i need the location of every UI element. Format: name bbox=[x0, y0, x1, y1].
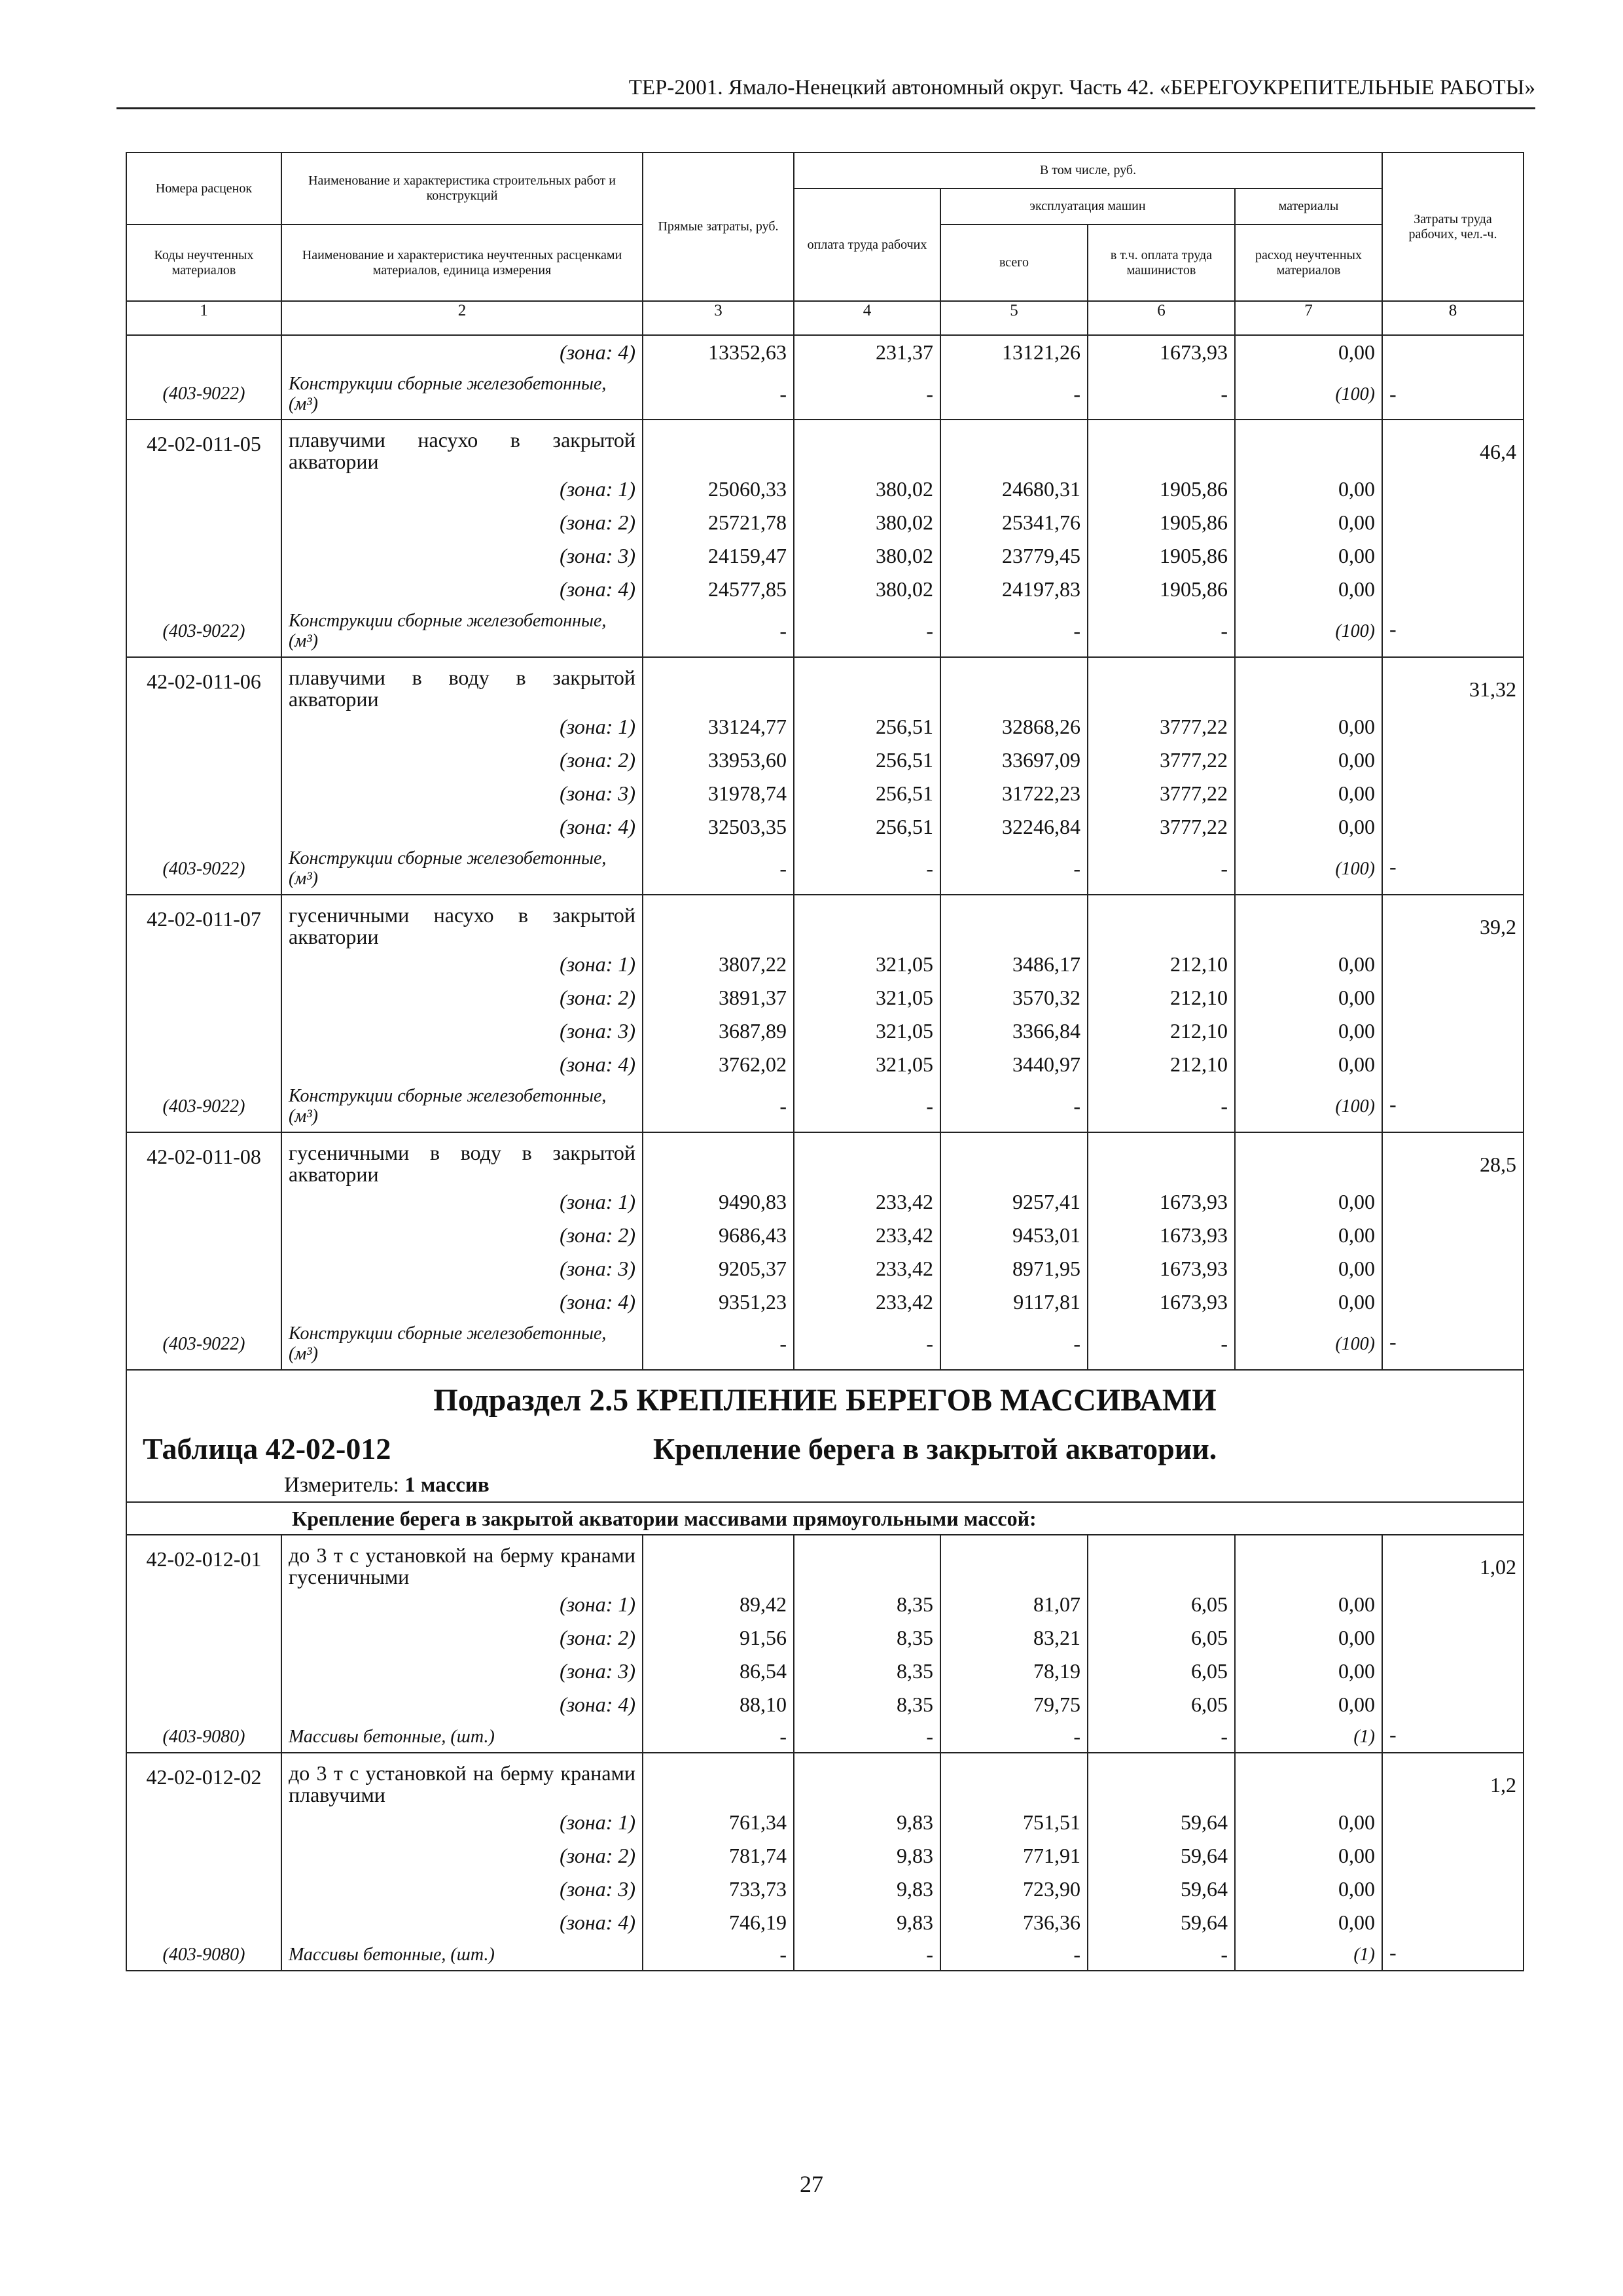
machinist-pay-value: 3777,22 bbox=[1160, 815, 1228, 838]
dash-value: - bbox=[926, 1724, 933, 1748]
materials-value: 0,00 bbox=[1338, 748, 1375, 772]
direct-cost-value: 89,42 bbox=[740, 1592, 787, 1616]
work-title: гусеничными в воду в закрытой акватории bbox=[289, 1141, 635, 1186]
work-title: до 3 т с установкой на берму кранами гусеничными bbox=[289, 1543, 635, 1588]
rates-table bbox=[126, 152, 1524, 1971]
labor-pay-value: 321,05 bbox=[876, 952, 933, 976]
labor-pay-value: 9,83 bbox=[897, 1810, 933, 1834]
machine-total-value: 24680,31 bbox=[1002, 477, 1080, 501]
material-code: (403-9080) bbox=[162, 1727, 245, 1747]
entries-block-b bbox=[126, 1535, 1524, 1971]
col-number-5: 5 bbox=[940, 301, 1088, 335]
machine-total-value: 3366,84 bbox=[1012, 1019, 1080, 1043]
machinist-pay-value: 6,05 bbox=[1191, 1659, 1228, 1683]
machine-total-value: 771,91 bbox=[1023, 1844, 1080, 1867]
rate-entry-row bbox=[126, 1535, 1524, 1753]
labor-pay-value: 9,83 bbox=[897, 1844, 933, 1867]
dash-value: - bbox=[1221, 619, 1228, 643]
direct-cost-value: 781,74 bbox=[729, 1844, 787, 1867]
dash-value: - bbox=[1221, 1942, 1228, 1966]
col-number-7: 7 bbox=[1235, 301, 1382, 335]
direct-cost-value: 32503,35 bbox=[708, 815, 787, 838]
labor-cost-value: 39,2 bbox=[1480, 915, 1516, 939]
dash-value: - bbox=[1221, 1331, 1228, 1355]
direct-cost-value: 25721,78 bbox=[708, 511, 787, 534]
col-number-1: 1 bbox=[126, 301, 281, 335]
labor-cost-value: 1,02 bbox=[1480, 1555, 1516, 1579]
zone-label: (зона: 4) bbox=[560, 815, 635, 838]
machine-total-value: 13121,26 bbox=[1002, 340, 1080, 364]
work-title: плавучими насухо в закрытой акватории bbox=[289, 428, 635, 473]
header-machine-total: всего bbox=[940, 224, 1088, 301]
materials-value: 0,00 bbox=[1338, 511, 1375, 534]
materials-value: 0,00 bbox=[1338, 986, 1375, 1009]
rate-code: 42-02-012-02 bbox=[146, 1765, 262, 1789]
dash-value: - bbox=[1073, 619, 1080, 643]
materials-value: 0,00 bbox=[1338, 1290, 1375, 1314]
machinist-pay-value: 212,10 bbox=[1170, 1019, 1228, 1043]
machinist-pay-value: 1673,93 bbox=[1160, 340, 1228, 364]
material-name: Конструкции сборные железобетонные, (м³) bbox=[289, 611, 607, 651]
dash-value: - bbox=[1389, 1092, 1397, 1116]
direct-cost-value: 9205,37 bbox=[719, 1257, 787, 1280]
zone-label: (зона: 1) bbox=[560, 715, 635, 738]
dash-value: - bbox=[926, 856, 933, 880]
materials-value: 0,00 bbox=[1338, 477, 1375, 501]
zone-label: (зона: 3) bbox=[560, 781, 635, 805]
table-number: Таблица 42-02-012 bbox=[143, 1431, 391, 1465]
zone-label: (зона: 4) bbox=[560, 577, 635, 601]
material-quantity: (1) bbox=[1353, 1944, 1375, 1965]
direct-cost-value: 88,10 bbox=[740, 1693, 787, 1716]
work-title: до 3 т с установкой на берму кранами плавучими bbox=[289, 1761, 635, 1806]
labor-pay-value: 8,35 bbox=[897, 1659, 933, 1683]
machine-total-value: 3570,32 bbox=[1012, 986, 1080, 1009]
col-number-2: 2 bbox=[281, 301, 643, 335]
material-name: Конструкции сборные железобетонные, (м³) bbox=[289, 374, 607, 414]
material-name: Массивы бетонные, (шт.) bbox=[289, 1726, 495, 1747]
labor-pay-value: 321,05 bbox=[876, 1019, 933, 1043]
dash-value: - bbox=[926, 1331, 933, 1355]
materials-value: 0,00 bbox=[1338, 715, 1375, 738]
materials-value: 0,00 bbox=[1338, 1693, 1375, 1716]
zone-label: (зона: 3) bbox=[560, 1659, 635, 1683]
machinist-pay-value: 1905,86 bbox=[1160, 577, 1228, 601]
materials-value: 0,00 bbox=[1338, 1877, 1375, 1901]
table-caption bbox=[127, 1427, 1523, 1470]
measure-value: 1 массив bbox=[404, 1473, 490, 1497]
dash-value: - bbox=[1221, 382, 1228, 406]
labor-pay-value: 380,02 bbox=[876, 477, 933, 501]
dash-value: - bbox=[926, 1942, 933, 1966]
rate-code: 42-02-011-07 bbox=[147, 907, 261, 931]
labor-pay-value: 8,35 bbox=[897, 1693, 933, 1716]
dash-value: - bbox=[1389, 617, 1397, 641]
dash-value: - bbox=[1389, 1329, 1397, 1354]
dash-value: - bbox=[779, 1724, 787, 1748]
machinist-pay-value: 59,64 bbox=[1181, 1910, 1228, 1934]
labor-pay-value: 8,35 bbox=[897, 1626, 933, 1649]
labor-pay-value: 8,35 bbox=[897, 1592, 933, 1616]
labor-pay-value: 256,51 bbox=[876, 748, 933, 772]
machine-total-value: 9257,41 bbox=[1012, 1190, 1080, 1213]
zone-label: (зона: 2) bbox=[560, 1844, 635, 1867]
machinist-pay-value: 3777,22 bbox=[1160, 748, 1228, 772]
machinist-pay-value: 1673,93 bbox=[1160, 1190, 1228, 1213]
dash-value: - bbox=[1073, 1331, 1080, 1355]
rate-code: 42-02-011-06 bbox=[147, 670, 261, 693]
dash-value: - bbox=[1221, 856, 1228, 880]
dash-value: - bbox=[779, 382, 787, 406]
header-machinist-pay: в т.ч. оплата труда машинистов bbox=[1088, 224, 1235, 301]
labor-cost-value: 46,4 bbox=[1480, 440, 1516, 463]
col-number-4: 4 bbox=[794, 301, 940, 335]
direct-cost-value: 25060,33 bbox=[708, 477, 787, 501]
materials-value: 0,00 bbox=[1338, 1019, 1375, 1043]
rate-code: 42-02-011-05 bbox=[147, 432, 261, 456]
header-material-codes: Коды неучтенных материалов bbox=[126, 224, 281, 301]
direct-cost-value: 3891,37 bbox=[719, 986, 787, 1009]
material-quantity: (1) bbox=[1353, 1726, 1375, 1747]
machine-total-value: 79,75 bbox=[1033, 1693, 1080, 1716]
labor-pay-value: 256,51 bbox=[876, 715, 933, 738]
zone-label: (зона: 4) bbox=[560, 1910, 635, 1934]
running-head: ТЕР-2001. Ямало-Ненецкий автономный округ. Часть 42. «БЕРЕГОУКРЕПИТЕЛЬНЫЕ РАБОТЫ» bbox=[116, 71, 1535, 109]
direct-cost-value: 761,34 bbox=[729, 1810, 787, 1834]
zone-label: (зона: 1) bbox=[560, 477, 635, 501]
dash-value: - bbox=[1073, 382, 1080, 406]
machine-total-value: 3486,17 bbox=[1012, 952, 1080, 976]
labor-pay-value: 233,42 bbox=[876, 1257, 933, 1280]
direct-cost-value: 86,54 bbox=[740, 1659, 787, 1683]
dash-value: - bbox=[1073, 856, 1080, 880]
machine-total-value: 751,51 bbox=[1023, 1810, 1080, 1834]
group-title: Крепление берега в закрытой акватории массивами прямоугольными массой: bbox=[292, 1507, 1037, 1530]
material-name: Конструкции сборные железобетонные, (м³) bbox=[289, 1323, 607, 1364]
material-code: (403-9022) bbox=[162, 859, 245, 879]
dash-value: - bbox=[779, 1094, 787, 1118]
zone-label: (зона: 2) bbox=[560, 1626, 635, 1649]
zone-label: (зона: 2) bbox=[560, 511, 635, 534]
machine-total-value: 32246,84 bbox=[1002, 815, 1080, 838]
machine-total-value: 9117,81 bbox=[1013, 1290, 1080, 1314]
machinist-pay-value: 1673,93 bbox=[1160, 1257, 1228, 1280]
dash-value: - bbox=[1073, 1094, 1080, 1118]
col-number-8: 8 bbox=[1382, 301, 1524, 335]
header-unaccounted-materials: расход неучтенных материалов bbox=[1235, 224, 1382, 301]
col-number-6: 6 bbox=[1088, 301, 1235, 335]
rate-entry-row bbox=[126, 895, 1524, 1132]
carry-over-row bbox=[126, 335, 1524, 420]
labor-pay-value: 9,83 bbox=[897, 1877, 933, 1901]
materials-value: 0,00 bbox=[1338, 1659, 1375, 1683]
zone-label: (зона: 1) bbox=[560, 952, 635, 976]
material-quantity: (100) bbox=[1335, 1096, 1375, 1117]
zone-label: (зона: 2) bbox=[560, 986, 635, 1009]
material-name: Массивы бетонные, (шт.) bbox=[289, 1944, 495, 1965]
machine-total-value: 25341,76 bbox=[1002, 511, 1080, 534]
rate-entry-row bbox=[126, 420, 1524, 657]
material-code: (403-9022) bbox=[162, 384, 245, 404]
header-work-name: Наименование и характеристика строительных работ и конструкций bbox=[281, 152, 643, 224]
entries-block-a bbox=[126, 420, 1524, 1370]
dash-value: - bbox=[779, 1942, 787, 1966]
zone-label: (зона: 2) bbox=[560, 748, 635, 772]
col-number-3: 3 bbox=[643, 301, 794, 335]
measure-line bbox=[127, 1470, 1523, 1501]
dash-value: - bbox=[779, 1331, 787, 1355]
material-quantity: (100) bbox=[1335, 858, 1375, 879]
zone-label: (зона: 3) bbox=[560, 1877, 635, 1901]
dash-value: - bbox=[1221, 1724, 1228, 1748]
machine-total-value: 24197,83 bbox=[1002, 577, 1080, 601]
header-labor-costs: Затраты труда рабочих, чел.-ч. bbox=[1382, 152, 1524, 301]
dash-value: - bbox=[779, 619, 787, 643]
materials-value: 0,00 bbox=[1338, 577, 1375, 601]
machinist-pay-value: 1905,86 bbox=[1160, 511, 1228, 534]
dash-value: - bbox=[1073, 1724, 1080, 1748]
machine-total-value: 723,90 bbox=[1023, 1877, 1080, 1901]
dash-value: - bbox=[926, 1094, 933, 1118]
measure-label: Измеритель: bbox=[284, 1473, 399, 1497]
machine-total-value: 32868,26 bbox=[1002, 715, 1080, 738]
header-rate-number: Номера расценок bbox=[126, 152, 281, 224]
materials-value: 0,00 bbox=[1338, 340, 1375, 364]
direct-cost-value: 33124,77 bbox=[708, 715, 787, 738]
direct-cost-value: 9490,83 bbox=[719, 1190, 787, 1213]
labor-pay-value: 233,42 bbox=[876, 1190, 933, 1213]
machinist-pay-value: 1905,86 bbox=[1160, 477, 1228, 501]
materials-value: 0,00 bbox=[1338, 1910, 1375, 1934]
machinist-pay-value: 6,05 bbox=[1191, 1693, 1228, 1716]
direct-cost-value: 746,19 bbox=[729, 1910, 787, 1934]
machine-total-value: 736,36 bbox=[1023, 1910, 1080, 1934]
machinist-pay-value: 212,10 bbox=[1170, 1052, 1228, 1076]
dash-value: - bbox=[926, 382, 933, 406]
machinist-pay-value: 1673,93 bbox=[1160, 1290, 1228, 1314]
material-code: (403-9022) bbox=[162, 1334, 245, 1354]
labor-pay-value: 380,02 bbox=[876, 511, 933, 534]
header-direct-costs: Прямые затраты, руб. bbox=[643, 152, 794, 301]
table-title: Крепление берега в закрытой акватории. bbox=[653, 1431, 1217, 1465]
machinist-pay-value: 3777,22 bbox=[1160, 781, 1228, 805]
labor-cost-value: 28,5 bbox=[1480, 1153, 1516, 1176]
machinist-pay-value: 59,64 bbox=[1181, 1877, 1228, 1901]
materials-value: 0,00 bbox=[1338, 781, 1375, 805]
dash-value: - bbox=[1073, 1942, 1080, 1966]
labor-pay-value: 321,05 bbox=[876, 1052, 933, 1076]
machine-total-value: 33697,09 bbox=[1002, 748, 1080, 772]
material-code: (403-9022) bbox=[162, 1096, 245, 1117]
machinist-pay-value: 3777,22 bbox=[1160, 715, 1228, 738]
materials-value: 0,00 bbox=[1338, 815, 1375, 838]
machinist-pay-value: 6,05 bbox=[1191, 1592, 1228, 1616]
machine-total-value: 31722,23 bbox=[1002, 781, 1080, 805]
materials-value: 0,00 bbox=[1338, 1810, 1375, 1834]
direct-cost-value: 33953,60 bbox=[708, 748, 787, 772]
labor-pay-value: 256,51 bbox=[876, 781, 933, 805]
direct-cost-value: 3687,89 bbox=[719, 1019, 787, 1043]
rate-entry-row bbox=[126, 1132, 1524, 1370]
materials-value: 0,00 bbox=[1338, 1592, 1375, 1616]
direct-cost-value: 3807,22 bbox=[719, 952, 787, 976]
labor-pay-value: 380,02 bbox=[876, 577, 933, 601]
machine-total-value: 78,19 bbox=[1033, 1659, 1080, 1683]
header-labor-pay: оплата труда рабочих bbox=[794, 188, 940, 301]
material-quantity: (100) bbox=[1335, 1333, 1375, 1354]
group-row bbox=[126, 1502, 1524, 1535]
dash-value: - bbox=[1389, 1722, 1397, 1746]
labor-pay-value: 380,02 bbox=[876, 544, 933, 567]
material-name: Конструкции сборные железобетонные, (м³) bbox=[289, 1086, 607, 1126]
direct-cost-value: 733,73 bbox=[729, 1877, 787, 1901]
direct-cost-value: 91,56 bbox=[740, 1626, 787, 1649]
materials-value: 0,00 bbox=[1338, 1257, 1375, 1280]
header-materials: материалы bbox=[1235, 188, 1382, 224]
materials-value: 0,00 bbox=[1338, 1052, 1375, 1076]
labor-cost-value: 31,32 bbox=[1469, 677, 1516, 701]
material-quantity: (100) bbox=[1335, 620, 1375, 641]
machinist-pay-value: 59,64 bbox=[1181, 1844, 1228, 1867]
machinist-pay-value: 212,10 bbox=[1170, 952, 1228, 976]
zone-label: (зона: 2) bbox=[560, 1223, 635, 1247]
rate-entry-row bbox=[126, 1753, 1524, 1971]
machine-total-value: 83,21 bbox=[1033, 1626, 1080, 1649]
header-machine-operation: эксплуатация машин bbox=[940, 188, 1235, 224]
page-number: 27 bbox=[800, 2171, 823, 2197]
machinist-pay-value: 59,64 bbox=[1181, 1810, 1228, 1834]
work-title: плавучими в воду в закрытой акватории bbox=[289, 666, 635, 711]
labor-pay-value: 9,83 bbox=[897, 1910, 933, 1934]
materials-value: 0,00 bbox=[1338, 1626, 1375, 1649]
machinist-pay-value: 6,05 bbox=[1191, 1626, 1228, 1649]
material-quantity: (100) bbox=[1335, 384, 1375, 404]
labor-pay-value: 256,51 bbox=[876, 815, 933, 838]
header-including: В том числе, руб. bbox=[794, 152, 1382, 188]
labor-pay-value: 233,42 bbox=[876, 1290, 933, 1314]
labor-pay-value: 321,05 bbox=[876, 986, 933, 1009]
zone-label: (зона: 3) bbox=[560, 1257, 635, 1280]
machine-total-value: 8971,95 bbox=[1012, 1257, 1080, 1280]
material-code: (403-9080) bbox=[162, 1945, 245, 1965]
section-row bbox=[126, 1370, 1524, 1502]
machinist-pay-value: 1905,86 bbox=[1160, 544, 1228, 567]
rate-code: 42-02-012-01 bbox=[146, 1547, 262, 1571]
materials-value: 0,00 bbox=[1338, 1223, 1375, 1247]
labor-pay-value: 233,42 bbox=[876, 1223, 933, 1247]
header-material-names: Наименование и характеристика неучтенных расценками материалов, единица измерения bbox=[281, 224, 643, 301]
rate-entry-row bbox=[126, 657, 1524, 895]
zone-label: (зона: 3) bbox=[560, 1019, 635, 1043]
dash-value: - bbox=[779, 856, 787, 880]
materials-value: 0,00 bbox=[1338, 1844, 1375, 1867]
direct-cost-value: 9351,23 bbox=[719, 1290, 787, 1314]
labor-cost-value: 1,2 bbox=[1490, 1773, 1516, 1797]
zone-label: (зона: 4) bbox=[560, 1290, 635, 1314]
materials-value: 0,00 bbox=[1338, 952, 1375, 976]
materials-value: 0,00 bbox=[1338, 544, 1375, 567]
zone-label: (зона: 1) bbox=[560, 1592, 635, 1616]
direct-cost-value: 24577,85 bbox=[708, 577, 787, 601]
machine-total-value: 23779,45 bbox=[1002, 544, 1080, 567]
material-code: (403-9022) bbox=[162, 621, 245, 641]
zone-label: (зона: 3) bbox=[560, 544, 635, 567]
labor-pay-value: 231,37 bbox=[876, 340, 933, 364]
work-title: гусеничными насухо в закрытой акватории bbox=[289, 903, 635, 948]
subsection-title: Подраздел 2.5 КРЕПЛЕНИЕ БЕРЕГОВ МАССИВАМИ bbox=[433, 1383, 1217, 1418]
material-name: Конструкции сборные железобетонные, (м³) bbox=[289, 848, 607, 889]
direct-cost-value: 31978,74 bbox=[708, 781, 787, 805]
direct-cost-value: 9686,43 bbox=[719, 1223, 787, 1247]
zone-label: (зона: 4) bbox=[560, 1052, 635, 1076]
machine-total-value: 3440,97 bbox=[1012, 1052, 1080, 1076]
direct-cost-value: 13352,63 bbox=[708, 340, 787, 364]
direct-cost-value: 24159,47 bbox=[708, 544, 787, 567]
rate-code: 42-02-011-08 bbox=[147, 1145, 261, 1168]
machinist-pay-value: 212,10 bbox=[1170, 986, 1228, 1009]
zone-label: (зона: 4) bbox=[560, 1693, 635, 1716]
machinist-pay-value: 1673,93 bbox=[1160, 1223, 1228, 1247]
zone-label: (зона: 4) bbox=[560, 340, 635, 364]
dash-value: - bbox=[926, 619, 933, 643]
machine-total-value: 9453,01 bbox=[1012, 1223, 1080, 1247]
materials-value: 0,00 bbox=[1338, 1190, 1375, 1213]
dash-value: - bbox=[1221, 1094, 1228, 1118]
dash-value: - bbox=[1389, 1940, 1397, 1964]
dash-value: - bbox=[1389, 854, 1397, 878]
machine-total-value: 81,07 bbox=[1033, 1592, 1080, 1616]
zone-label: (зона: 1) bbox=[560, 1190, 635, 1213]
direct-cost-value: 3762,02 bbox=[719, 1052, 787, 1076]
dash-value: - bbox=[1389, 382, 1397, 406]
zone-label: (зона: 1) bbox=[560, 1810, 635, 1834]
